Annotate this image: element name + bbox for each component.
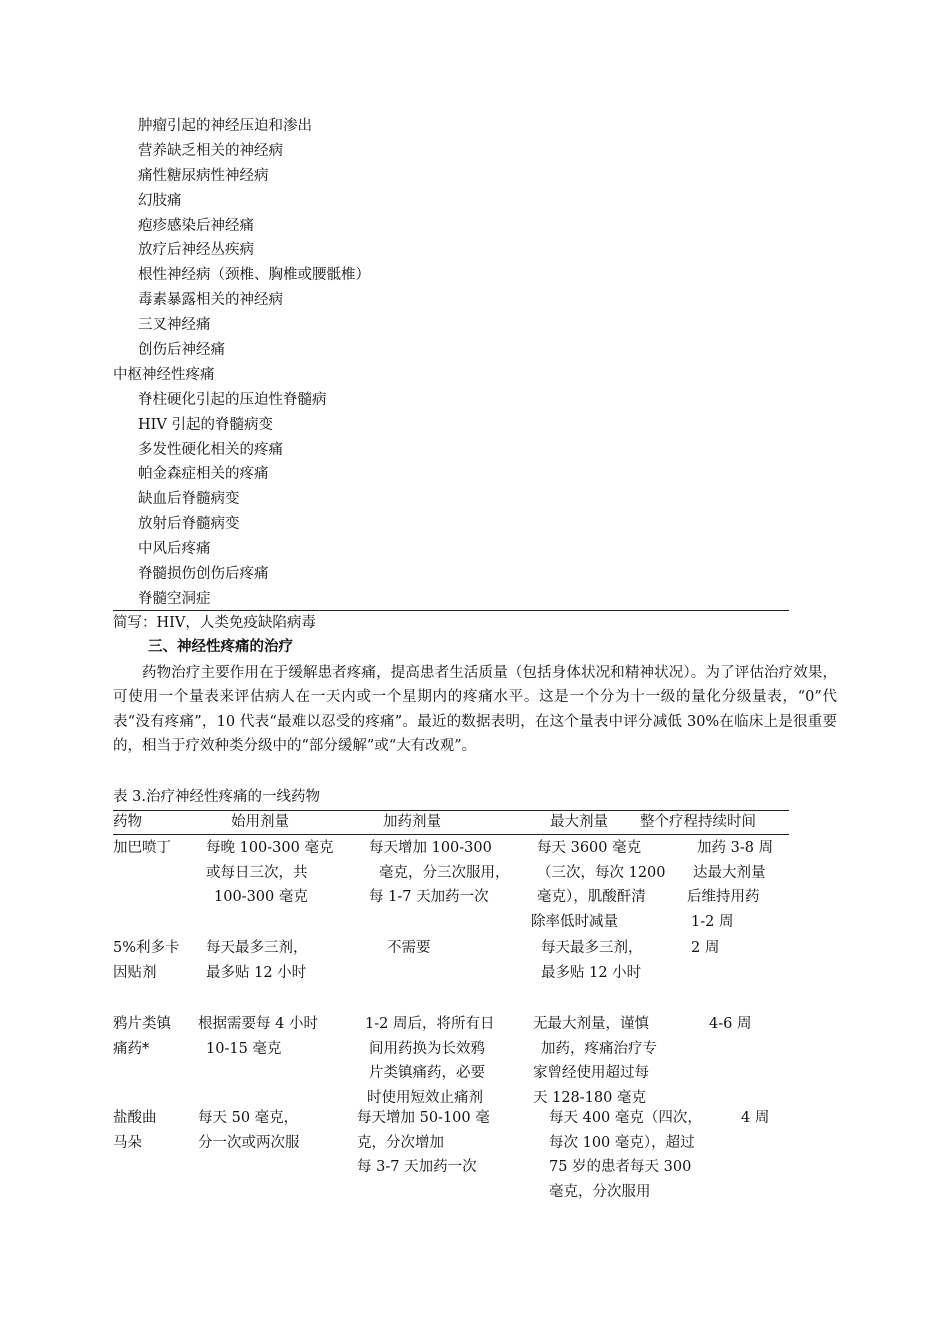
- cell-line: 每天最多三剂，: [541, 940, 643, 956]
- cell-line: 毫克），肌酸酐清: [537, 889, 646, 906]
- cell-max-dose: [531, 1106, 702, 1204]
- cell-line: 每天 400 毫克（四次，: [549, 1110, 702, 1126]
- cell-line: 5%利多卡: [113, 940, 180, 956]
- table-row: [113, 1104, 789, 1204]
- cell-drug: [113, 836, 171, 861]
- cell-line: 间用药换为长效鸦: [369, 1040, 485, 1057]
- cell-line: 分一次或两次服: [198, 1134, 300, 1151]
- cell-line: 马朵: [113, 1134, 142, 1151]
- cell-line: 4 周: [741, 1110, 770, 1126]
- cell-line: 或每日三次，共: [206, 864, 308, 881]
- cell-start-dose: [198, 1106, 300, 1155]
- cell-line: 达最大剂量: [693, 864, 766, 881]
- cell-line: 每天 50 毫克，: [198, 1110, 299, 1126]
- cell-drug: [113, 936, 180, 985]
- header-max-dose: 最大剂量: [550, 814, 608, 830]
- cell-line: 不需要: [387, 940, 431, 956]
- cell-line: 75 岁的患者每天 300: [549, 1159, 692, 1176]
- cell-line: 每天 3600 毫克: [537, 840, 642, 856]
- cell-titration: [357, 1106, 490, 1180]
- cell-titration: [357, 936, 431, 961]
- cell-line: 100-300 毫克: [214, 889, 308, 906]
- cell-line: 根据需要每 4 小时: [198, 1016, 318, 1032]
- cell-drug: [113, 1106, 157, 1155]
- list-item: 放疗后神经丛疾病: [138, 242, 254, 259]
- cell-line: （三次，每次 1200: [537, 864, 666, 881]
- list-item: 毒素暴露相关的神经病: [138, 292, 283, 309]
- list-item: 三叉神经痛: [138, 317, 211, 334]
- list-item: 脊柱硬化引起的压迫性脊髓病: [138, 391, 327, 408]
- cell-line: 10-15 毫克: [206, 1040, 282, 1057]
- cell-line: 每 3-7 天加药一次: [357, 1159, 477, 1176]
- cell-line: 无最大剂量，谨慎: [533, 1016, 649, 1032]
- list-item: 中风后疼痛: [138, 541, 211, 558]
- cell-line: 除率低时减量: [531, 913, 618, 930]
- cell-line: 时使用短效止痛剂: [367, 1089, 483, 1106]
- header-start-dose: 始用剂量: [231, 814, 289, 830]
- cell-start-dose: [198, 936, 308, 985]
- cell-start-dose: [198, 1012, 318, 1061]
- header-duration: 整个疗程持续时间: [640, 814, 756, 830]
- cell-line: 每天增加 50-100 毫: [357, 1110, 490, 1126]
- table-row: [113, 1010, 789, 1104]
- list-item: 痛性糖尿病性神经病: [138, 167, 269, 184]
- cell-duration: [687, 836, 773, 934]
- cell-line: 每晚 100-300 毫克: [206, 840, 334, 856]
- cell-line: 毫克，分三次服用，: [379, 864, 510, 881]
- cell-titration: [357, 836, 510, 910]
- header-titration: 加药剂量: [383, 814, 441, 830]
- cell-line: 每天最多三剂，: [206, 940, 308, 956]
- cell-duration: [687, 1012, 751, 1037]
- list-item: 脊髓损伤创伤后疼痛: [138, 566, 269, 583]
- cell-line: 因贴剂: [113, 964, 157, 981]
- cell-line: 每次 100 毫克），超过: [549, 1134, 695, 1151]
- cell-start-dose: [198, 836, 333, 910]
- central-pain-heading: 中枢神经性疼痛: [113, 366, 215, 383]
- cell-duration: [687, 936, 719, 961]
- table-header: [113, 810, 789, 835]
- list-item: 疱疹感染后神经痛: [138, 217, 254, 234]
- cell-drug: [113, 1012, 171, 1061]
- cell-line: 克，分次增加: [357, 1134, 444, 1151]
- cell-line: 天 128-180 毫克: [533, 1089, 646, 1106]
- cell-titration: [357, 1012, 494, 1110]
- list-item: 创伤后神经痛: [138, 342, 225, 359]
- header-drug: 药物: [113, 814, 142, 830]
- cell-line: 最多贴 12 小时: [541, 964, 642, 981]
- central-items: [113, 388, 793, 612]
- cell-line: 加药，疼痛治疗专: [541, 1040, 657, 1057]
- body-paragraph: 药物治疗主要作用在于缓解患者疼痛，提高患者生活质量（包括身体状况和精神状况）。为了评估治疗效果，可使用一个量表来评估病人在一天内或一个星期内的疼痛水平。这是一个分为十一级的量化分级量表，“0”代表“没有疼痛”，10 代表“最难以忍受的疼痛”。最近的数据表明，在这个量表中评分减低 30%在临床上是很重要的，相当于疗效种类分级中的“部分缓解”或“大有改观”。: [113, 665, 837, 755]
- neuropathic-pain-list: [113, 114, 793, 612]
- list-item: HIV 引起的脊髓病变: [138, 416, 273, 433]
- cell-line: 每 1-7 天加药一次: [369, 889, 489, 906]
- table-caption: 表 3.治疗神经性疼痛的一线药物: [113, 789, 320, 805]
- list-item: 肿瘤引起的神经压迫和渗出: [138, 118, 312, 134]
- cell-line: 后维持用药: [687, 889, 760, 906]
- cell-line: 毫克，分次服用: [549, 1183, 651, 1200]
- cell-line: 2 周: [691, 940, 720, 956]
- abbreviation-note: 简写：HIV，人类免疫缺陷病毒: [113, 615, 316, 631]
- table-row: [113, 934, 789, 1010]
- cell-max-dose: [531, 1012, 657, 1110]
- list-item: 幻肢痛: [138, 192, 182, 209]
- cell-line: 1-2 周后，将所有日: [365, 1016, 495, 1032]
- cell-line: 家曾经使用超过每: [533, 1065, 649, 1082]
- cell-line: 盐酸曲: [113, 1110, 157, 1126]
- cell-line: 鸦片类镇: [113, 1016, 171, 1032]
- cell-duration: [687, 1106, 769, 1131]
- drug-table: [113, 810, 789, 1200]
- list-item: 根性神经病（颈椎、胸椎或腰骶椎）: [138, 267, 370, 284]
- cell-line: 加药 3-8 周: [697, 840, 774, 856]
- cell-line: 4-6 周: [709, 1016, 752, 1032]
- cell-line: 片类镇痛药，必要: [369, 1065, 485, 1082]
- cell-line: 加巴喷丁: [113, 840, 171, 856]
- list-item: 营养缺乏相关的神经病: [138, 142, 283, 159]
- list-item: 帕金森症相关的疼痛: [138, 466, 269, 483]
- cell-line: 1-2 周: [691, 913, 734, 930]
- cell-line: 痛药*: [113, 1040, 150, 1057]
- peripheral-items: [113, 114, 793, 363]
- cell-max-dose: [531, 936, 643, 985]
- cell-line: 每天增加 100-300: [369, 840, 492, 856]
- list-item: 放射后脊髓病变: [138, 516, 240, 533]
- list-item: 脊髓空洞症: [138, 590, 211, 607]
- list-item: 缺血后脊髓病变: [138, 491, 240, 508]
- cell-max-dose: [531, 836, 666, 934]
- table-row: [113, 834, 789, 934]
- list-item: 多发性硬化相关的疼痛: [138, 441, 283, 458]
- section-heading: 三、神经性疼痛的治疗: [148, 638, 293, 655]
- cell-line: 最多贴 12 小时: [206, 964, 307, 981]
